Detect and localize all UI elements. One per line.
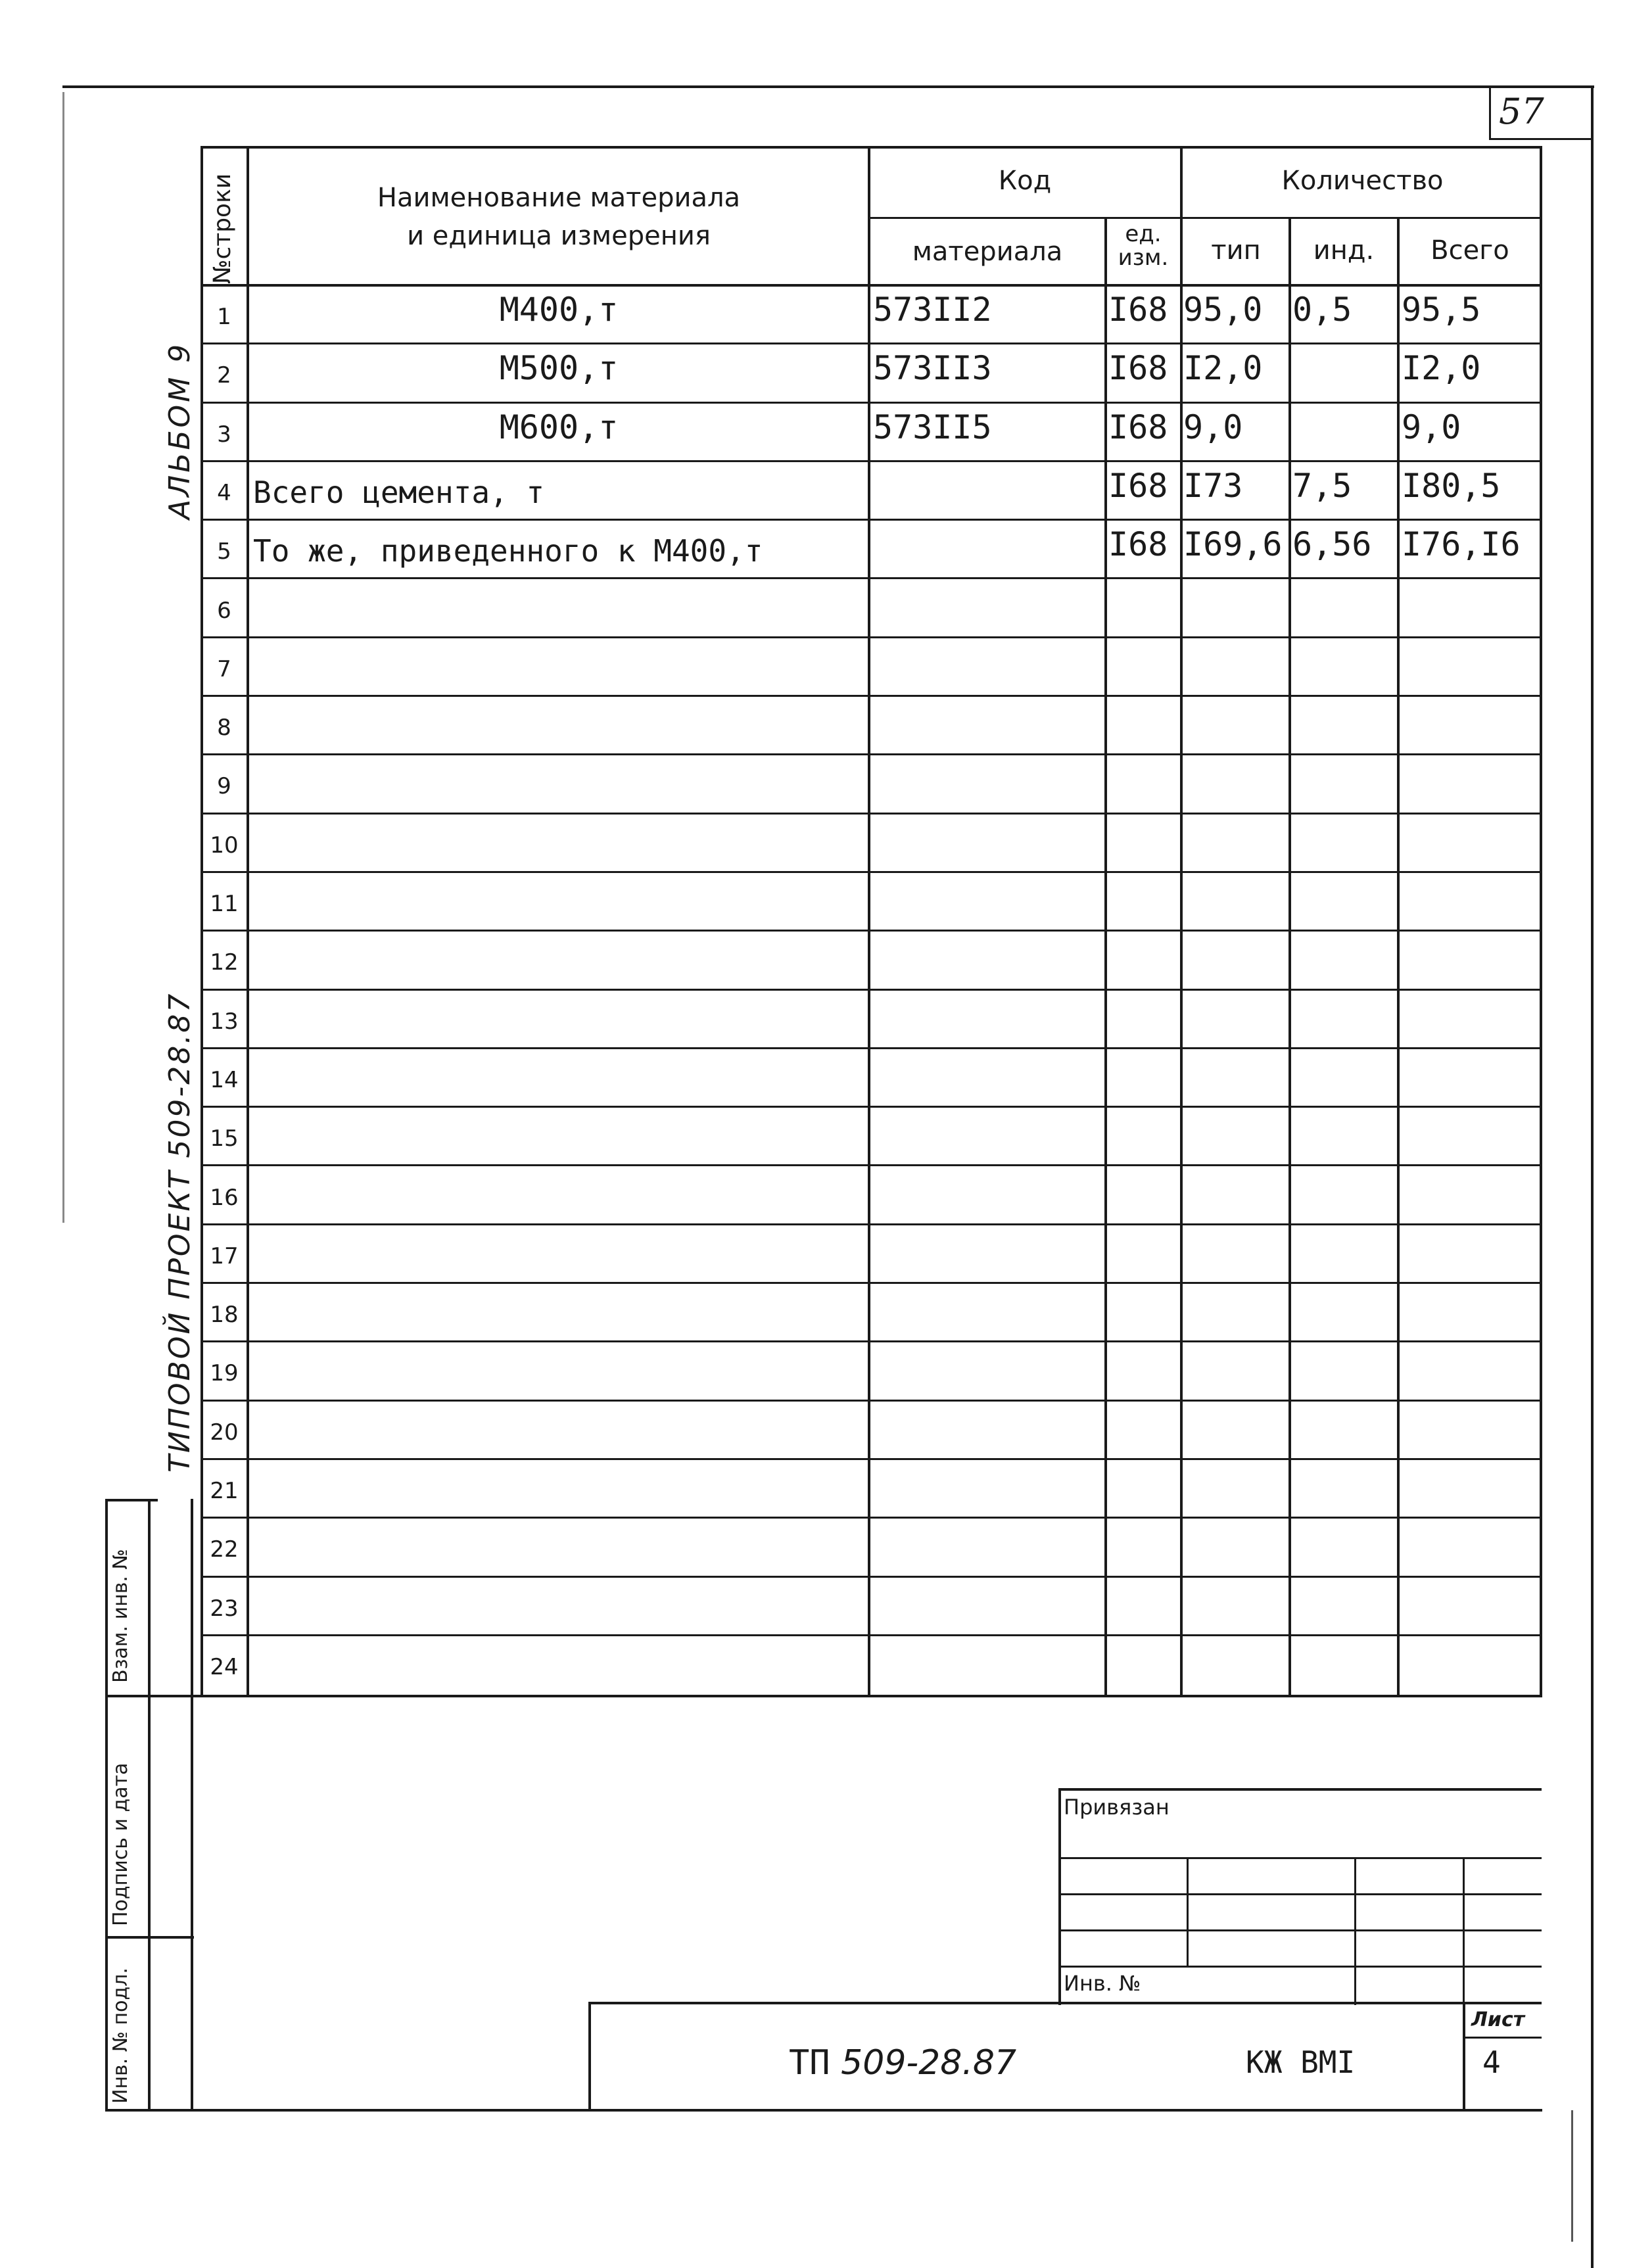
table-row xyxy=(0,344,1631,402)
table-row xyxy=(0,1107,1631,1166)
table-row xyxy=(0,1166,1631,1225)
cell-unit: I68 xyxy=(1108,466,1168,505)
table-top xyxy=(201,146,1542,149)
row-number: 20 xyxy=(210,1419,239,1446)
cell-total: 9,0 xyxy=(1402,408,1461,446)
row-number: 24 xyxy=(210,1653,239,1680)
table-row xyxy=(0,520,1631,579)
cell-ind: 6,56 xyxy=(1292,525,1372,564)
table-row xyxy=(0,1636,1631,1694)
table-row xyxy=(0,1577,1631,1636)
doc-mark: КЖ ВМI xyxy=(1246,2044,1356,2080)
cell-code: 573II2 xyxy=(873,291,992,329)
table-row xyxy=(0,696,1631,755)
row-number: 2 xyxy=(217,362,231,389)
row-number: 14 xyxy=(210,1066,239,1093)
row-number: 17 xyxy=(210,1242,239,1269)
cell-name: М600,т xyxy=(499,408,619,446)
tb-attached-col-3 xyxy=(1463,1857,1465,2005)
project-label: ТИПОВОЙ ПРОЕКТ 509-28.87 xyxy=(163,991,197,1473)
table-row xyxy=(0,1225,1631,1283)
doc-code-number: 509-28.87 xyxy=(841,2043,1017,2083)
table-row xyxy=(0,872,1631,931)
sheet-label: Лист xyxy=(1471,2008,1525,2031)
header-subline xyxy=(868,217,1542,219)
row-number: 8 xyxy=(217,715,231,742)
table-row xyxy=(0,638,1631,696)
cell-total: I76,I6 xyxy=(1402,525,1521,564)
cell-unit: I68 xyxy=(1108,408,1168,446)
header-code: Код xyxy=(998,166,1052,196)
stamp-inv-original: Инв. № подл. xyxy=(109,1968,132,2104)
tb-main-left xyxy=(588,2002,591,2110)
row-number: 7 xyxy=(217,655,231,682)
table-row xyxy=(0,285,1631,344)
row-number: 10 xyxy=(210,832,239,859)
tb-attached-col-1 xyxy=(1187,1857,1189,1966)
header-code-unit: ед. изм. xyxy=(1118,221,1169,271)
page-number-underline xyxy=(1489,138,1592,140)
tb-attached-line-3 xyxy=(1058,1929,1542,1931)
cell-name: М400,т xyxy=(499,291,619,329)
row-number: 3 xyxy=(217,421,231,448)
cell-code: 573II3 xyxy=(873,349,992,388)
tb-attached-top xyxy=(1058,1788,1542,1791)
cell-type: 95,0 xyxy=(1183,291,1263,329)
row-number: 13 xyxy=(210,1008,239,1035)
cell-ind: 0,5 xyxy=(1292,291,1352,329)
cell-total: 95,5 xyxy=(1402,291,1481,329)
row-number: 6 xyxy=(217,597,231,624)
row-number: 11 xyxy=(210,891,239,917)
table-row xyxy=(0,1342,1631,1400)
doc-code-prefix: ТП xyxy=(789,2043,830,2083)
tb-attached-line-2 xyxy=(1058,1893,1542,1895)
table-row xyxy=(0,1049,1631,1107)
tb-sheet-left xyxy=(1463,2002,1465,2110)
table-row xyxy=(0,755,1631,813)
stamp-inner-left xyxy=(148,1499,151,2110)
cell-name: Всего цемента, т xyxy=(253,474,545,510)
row-number: 18 xyxy=(210,1302,239,1329)
page-number-box-left xyxy=(1489,85,1491,139)
table-row xyxy=(0,1283,1631,1342)
stamp-top xyxy=(105,1499,158,1501)
table-row xyxy=(0,1459,1631,1518)
row-number: 1 xyxy=(217,304,231,330)
header-qty-type: тип xyxy=(1211,235,1261,266)
header-qty-total: Всего xyxy=(1430,235,1509,266)
doc-code xyxy=(789,2043,1016,2083)
cell-type: I73 xyxy=(1183,466,1243,505)
tb-attached-line-4 xyxy=(1058,1966,1542,1968)
row-number: 15 xyxy=(210,1125,239,1152)
row-number: 16 xyxy=(210,1184,239,1211)
header-name xyxy=(250,179,868,255)
header-qty-ind: инд. xyxy=(1313,235,1375,266)
table-row xyxy=(0,579,1631,638)
table-row xyxy=(0,814,1631,872)
tb-main-top xyxy=(588,2002,1542,2004)
row-number: 4 xyxy=(217,479,231,506)
cell-name: М500,т xyxy=(499,349,619,388)
cell-name: То же, приведенного к М400,т xyxy=(253,533,763,569)
row-number: 9 xyxy=(217,773,231,800)
frame-top xyxy=(62,85,1594,88)
stamp-sep-2 xyxy=(105,1936,194,1939)
row-number: 21 xyxy=(210,1478,239,1504)
album-label: АЛЬБОМ 9 xyxy=(163,341,197,519)
table-row xyxy=(0,1401,1631,1459)
stamp-signature-date: Подпись и дата xyxy=(109,1762,132,1926)
inv-no-label: Инв. № xyxy=(1064,1971,1141,1996)
cell-unit: I68 xyxy=(1108,525,1168,564)
header-code-material: материала xyxy=(912,237,1063,267)
tb-attached-line-1 xyxy=(1058,1857,1542,1859)
tb-attached-left xyxy=(1058,1788,1061,2005)
cell-unit: I68 xyxy=(1108,291,1168,329)
row-number: 22 xyxy=(210,1536,239,1563)
row-number: 23 xyxy=(210,1595,239,1622)
page-number: 57 xyxy=(1499,91,1544,132)
sheet-value: 4 xyxy=(1482,2044,1501,2080)
cell-total: I80,5 xyxy=(1402,466,1501,505)
table-row xyxy=(0,461,1631,520)
stamp-outer-left xyxy=(105,1499,108,2110)
cell-unit: I68 xyxy=(1108,349,1168,388)
table-row xyxy=(0,403,1631,461)
stamp-replace-inv: Взам. инв. № xyxy=(109,1549,132,1683)
cell-ind: 7,5 xyxy=(1292,466,1352,505)
cell-type: I2,0 xyxy=(1183,349,1263,388)
header-name-text: Наименование материала и единица измерения xyxy=(377,183,741,251)
row-number: 5 xyxy=(217,538,231,565)
tb-attached-col-2 xyxy=(1354,1857,1356,2005)
cell-total: I2,0 xyxy=(1402,349,1481,388)
right-edge-tail xyxy=(1571,2110,1573,2242)
row-number: 19 xyxy=(210,1360,239,1387)
stamp-bottom xyxy=(105,2109,194,2112)
header-quantity: Количество xyxy=(1281,166,1444,196)
table-bottom xyxy=(191,1695,1542,1697)
cell-code: 573II5 xyxy=(873,408,992,446)
attached-label: Привязан xyxy=(1064,1795,1170,1820)
stamp-sep-1 xyxy=(105,1695,194,1697)
tb-sheet-divider xyxy=(1463,2037,1542,2039)
tb-bottom xyxy=(191,2109,1542,2112)
table-row xyxy=(0,931,1631,989)
cell-type: 9,0 xyxy=(1183,408,1243,446)
header-row-no: №строки xyxy=(209,173,236,284)
stamp-right xyxy=(191,1499,193,2110)
table-row xyxy=(0,1518,1631,1576)
cell-type: I69,6 xyxy=(1183,525,1283,564)
row-number: 12 xyxy=(210,949,239,976)
table-row xyxy=(0,990,1631,1049)
